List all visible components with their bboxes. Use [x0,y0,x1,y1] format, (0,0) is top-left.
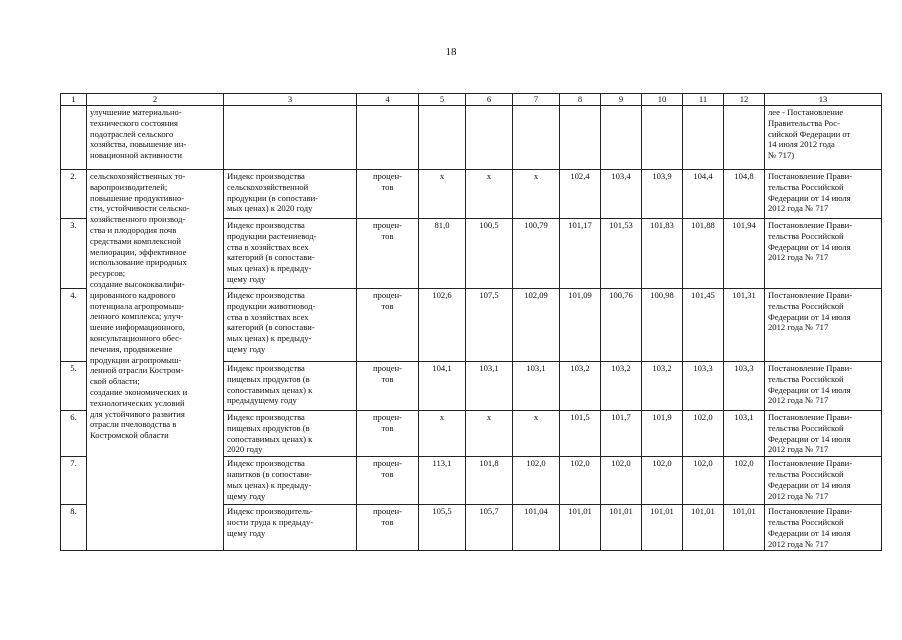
document-basis: Постановление Прави- тельства Российской Федерации от 14 июля 2012 года № 717 [765,411,882,457]
value-cell: 102,0 [601,457,642,505]
header-cell: 13 [765,94,882,106]
value-cell: 103,1 [724,411,765,457]
header-cell: 8 [560,94,601,106]
value-cell: 103,2 [642,362,683,411]
value-cell: 105,5 [419,505,466,551]
empty-cell [419,106,466,170]
value-cell: 103,3 [724,362,765,411]
value-cell: 100,5 [466,219,513,289]
header-cell: 4 [357,94,419,106]
value-cell: 100,98 [642,289,683,362]
value-cell: 101,83 [642,219,683,289]
value-cell: 101,7 [601,411,642,457]
value-cell: 102,0 [683,457,724,505]
indicator-name: Индекс производства напитков (в сопостави- мых ценах) к предыду- щему году [224,457,357,505]
row-number: 2. [61,170,87,219]
empty-cell [357,106,419,170]
indicator-name: Индекс производства пищевых продуктов (в сопоставимых ценах) к предыдущему году [224,362,357,411]
value-cell: 107,5 [466,289,513,362]
row-number [61,106,87,170]
continuation-row [61,106,882,170]
empty-cell [466,106,513,170]
empty-cell [724,106,765,170]
document-basis: Постановление Прави- тельства Российской Федерации от 14 июля 2012 года № 717 [765,505,882,551]
document-basis-top: лее - Постановление Правительства Рос- сийской Федерации от 14 июля 2012 года № 717) [765,106,882,170]
goal-text-top: улучшение материально- технического состояния подотраслей сельского хозяйства, повышение ин- новационной активности [87,106,224,170]
indicator-name: Индекс производства пищевых продуктов (в сопоставимых ценах) к 2020 году [224,411,357,457]
value-cell: 104,4 [683,170,724,219]
row-number: 5. [61,362,87,411]
unit-cell: процен- тов [357,362,419,411]
value-cell: 101,01 [601,505,642,551]
empty-cell [683,106,724,170]
page-number: 18 [445,46,457,58]
row-number: 6. [61,411,87,457]
unit-cell: процен- тов [357,505,419,551]
value-cell: 101,5 [560,411,601,457]
header-cell: 9 [601,94,642,106]
empty-cell [513,106,560,170]
document-basis: Постановление Прави- тельства Российской Федерации от 14 июля 2012 года № 717 [765,362,882,411]
value-cell: 101,8 [466,457,513,505]
value-cell: 102,0 [560,457,601,505]
header-cell: 3 [224,94,357,106]
value-cell: 101,09 [560,289,601,362]
header-cell: 12 [724,94,765,106]
document-basis: Постановление Прави- тельства Российской Федерации от 14 июля 2012 года № 717 [765,219,882,289]
value-cell: 104,1 [419,362,466,411]
value-cell: 100,76 [601,289,642,362]
value-cell: 101,01 [724,505,765,551]
header-cell: 5 [419,94,466,106]
unit-cell: процен- тов [357,457,419,505]
unit-cell: процен- тов [357,411,419,457]
unit-cell: процен- тов [357,170,419,219]
goal-text: сельскохозяйственных то- варопроизводителей; повышение продуктивно- сти, устойчивости сельско- хозяйственного производ- ства и плодородия почв средствами комплексной мелиорации, эффективное использование природных ресурсов; создание высококвалифи- цированного кадрового потенциала агропромыш- ленного комплекса; улуч- шение информационного, консультационного обес- печения, продвижение продукции агропромыш- ленной отрасли Костром- ской области; создание экономических и технологических условий для устойчивого развития отрасли пчеловодства в Костромской области [87,170,224,551]
value-cell: 102,0 [513,457,560,505]
value-cell: x [466,170,513,219]
row-number: 3. [61,219,87,289]
indicator-name: Индекс производитель- ности труда к предыду- щему году [224,505,357,551]
value-cell: 103,1 [513,362,560,411]
value-cell: 104,8 [724,170,765,219]
table-row [61,170,882,219]
row-number: 8. [61,505,87,551]
document-basis: Постановление Прави- тельства Российской Федерации от 14 июля 2012 года № 717 [765,457,882,505]
empty-cell [601,106,642,170]
value-cell: 103,3 [683,362,724,411]
value-cell: 113,1 [419,457,466,505]
value-cell: 103,2 [601,362,642,411]
value-cell: 81,0 [419,219,466,289]
header-cell: 6 [466,94,513,106]
header-cell: 7 [513,94,560,106]
document-basis: Постановление Прави- тельства Российской Федерации от 14 июля 2012 года № 717 [765,289,882,362]
value-cell: x [513,411,560,457]
indicator-name: Индекс производства продукции растениевод- ства в хозяйствах всех категорий (в сопостави- мых ценах) к предыду- щему году [224,219,357,289]
value-cell: 101,53 [601,219,642,289]
header-cell: 2 [87,94,224,106]
indicator-name: Индекс производства продукции животновод- ства в хозяйствах всех категорий (в сопостави- мых ценах) к предыду- щему году [224,289,357,362]
empty-cell [560,106,601,170]
header-cell: 10 [642,94,683,106]
value-cell: 103,1 [466,362,513,411]
value-cell: 105,7 [466,505,513,551]
value-cell: x [513,170,560,219]
value-cell: 101,88 [683,219,724,289]
empty-cell [642,106,683,170]
value-cell: 101,94 [724,219,765,289]
value-cell: 102,4 [560,170,601,219]
value-cell: x [466,411,513,457]
document-basis: Постановление Прави- тельства Российской Федерации от 14 июля 2012 года № 717 [765,170,882,219]
value-cell: x [419,170,466,219]
value-cell: 101,01 [560,505,601,551]
indicators-table [60,93,882,551]
value-cell: x [419,411,466,457]
empty-cell [224,106,357,170]
value-cell: 101,31 [724,289,765,362]
value-cell: 101,04 [513,505,560,551]
unit-cell: процен- тов [357,219,419,289]
value-cell: 101,9 [642,411,683,457]
value-cell: 102,6 [419,289,466,362]
value-cell: 103,9 [642,170,683,219]
row-number: 7. [61,457,87,505]
value-cell: 102,0 [642,457,683,505]
value-cell: 102,0 [683,411,724,457]
value-cell: 100,79 [513,219,560,289]
unit-cell: процен- тов [357,289,419,362]
value-cell: 103,4 [601,170,642,219]
value-cell: 101,01 [642,505,683,551]
header-cell: 11 [683,94,724,106]
row-number: 4. [61,289,87,362]
value-cell: 101,01 [683,505,724,551]
value-cell: 103,2 [560,362,601,411]
value-cell: 101,17 [560,219,601,289]
indicator-name: Индекс производства сельскохозяйственной продукции (в сопостави- мых ценах) к 2020 году [224,170,357,219]
value-cell: 102,0 [724,457,765,505]
value-cell: 102,09 [513,289,560,362]
value-cell: 101,45 [683,289,724,362]
header-cell: 1 [61,94,87,106]
header-row [61,94,882,106]
